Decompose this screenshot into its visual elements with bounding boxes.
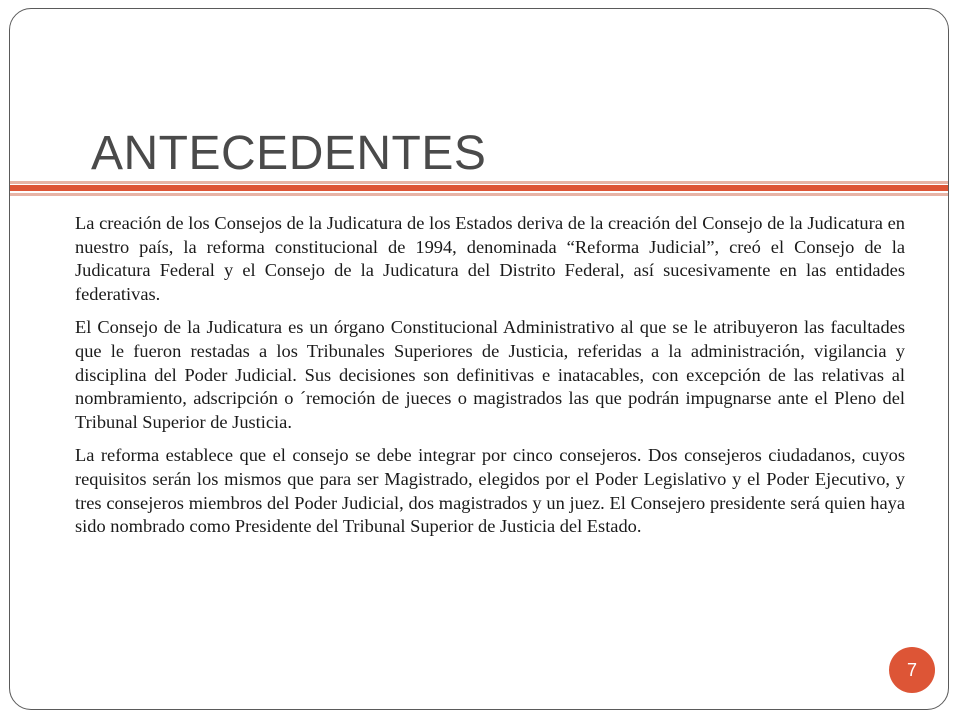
slide-title: ANTECEDENTES	[91, 127, 487, 180]
slide-body	[75, 212, 905, 549]
paragraph-origin: La creación de los Consejos de la Judicatura de los Estados deriva de la creación del Consejo de la Judicatura en nuestro país, la reforma constitucional de 1994, denominada “Reforma Judicial”, creó el Consejo de la Judicatura Federal y el Consejo de la Judicatura del Distrito Federal, así sucesivamente en las entidades federativas.	[75, 213, 905, 304]
paragraph-council-role: El Consejo de la Judicatura es un órgano Constitucional Administrativo al que se le atribuyeron las facultades que le fueron restadas a los Tribunales Superiores de Justicia, referidas a la administración, vigilancia y disciplina del Poder Judicial. Sus decisiones son definitivas e inatacables, con excepción de las relativas al nombramiento, adscripción o ´remoción de jueces o magistrados las que podrán impugnarse ante el Pleno del Tribunal Superior de Justicia.	[75, 317, 905, 432]
paragraph-composition: La reforma establece que el consejo se debe integrar por cinco consejeros. Dos consejeros ciudadanos, cuyos requisitos serán los mismos que para ser Magistrado, elegidos por el Poder Legislativo y el Poder Ejecutivo, y tres consejeros miembros del Poder Judicial, dos magistrados y un juez. El Consejero presidente será quien haya sido nombrado como Presidente del Tribunal Superior de Justicia del Estado.	[75, 445, 905, 537]
page-number-badge: 7	[889, 647, 935, 693]
title-rule-bottom-line	[10, 193, 948, 196]
title-rule-top-line	[10, 181, 948, 184]
title-rule-main-bar	[10, 185, 948, 191]
